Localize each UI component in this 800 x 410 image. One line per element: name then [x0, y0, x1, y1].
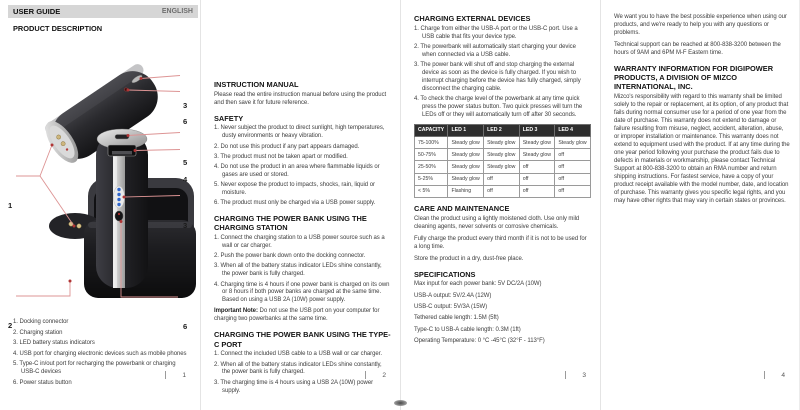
- user-guide-header-bar: [8, 5, 198, 18]
- page-2: [200, 0, 400, 410]
- cell: Steady glow: [519, 136, 555, 148]
- specifications-title: SPECIFICATIONS: [414, 269, 476, 279]
- typec-item: 1. Connect the included USB cable to a USB wall or car charger.: [214, 351, 382, 358]
- led-indicator: [117, 198, 120, 201]
- led-indicator: [117, 193, 120, 196]
- powerbank-standing: [96, 129, 148, 288]
- footer-divider: [565, 371, 566, 379]
- spec-line: Type-C to USB-A cable length: 0.3M (1ft): [414, 326, 521, 333]
- cell: Steady glow: [484, 136, 520, 148]
- charging-station-item: 2. Push the power bank down onto the docking connector.: [214, 253, 366, 260]
- table-row: [415, 161, 591, 173]
- charging-station-item: 1. Connect the charging station to a USB power source such as a wall or car charger.: [214, 235, 385, 250]
- support-contact-paragraph: Technical support can be reached at 800-838-3200 between the hours of 9AM and 6PM M-F Eastern time.: [614, 41, 781, 56]
- cell: off: [519, 161, 555, 173]
- safety-item: 1. Never subject the product to direct sunlight, high temperatures, dusty environments or heavy vibration.: [214, 125, 385, 140]
- callout-1: 1: [8, 201, 13, 210]
- spec-line: Tethered cable length: 1.5M (5ft): [414, 315, 499, 322]
- charging-external-item: 2. The powerbank will automatically start charging your device when connected via a USB cable.: [414, 43, 576, 58]
- page-number: 3: [582, 371, 586, 379]
- spec-line: Max input for each power bank: 5V DC/2A (10W): [414, 281, 542, 288]
- led-indicator: [117, 203, 120, 206]
- part-item: 6. Power status button: [13, 379, 72, 386]
- callout-3-top: 3: [183, 101, 188, 110]
- cell: off: [484, 173, 520, 185]
- callout-6-top: 6: [183, 117, 188, 126]
- safety-item: 3. The product must not be taken apart or modified.: [214, 153, 348, 160]
- col-led2: LED 2: [484, 124, 520, 136]
- cell: < 5%: [415, 185, 448, 197]
- page-1: [0, 0, 200, 410]
- cell: off: [555, 149, 591, 161]
- col-capacity: CAPACITY: [415, 124, 448, 136]
- cell: 50-75%: [415, 149, 448, 161]
- product-description-title: PRODUCT DESCRIPTION: [13, 24, 103, 33]
- part-item: 2. Charging station: [13, 329, 63, 336]
- table-row: [415, 185, 591, 197]
- safety-item: 4. Do not use the product in an area where flammable liquids or gases are used or stored.: [214, 163, 380, 178]
- page-footer: [565, 371, 586, 379]
- cell: Steady glow: [484, 161, 520, 173]
- table-row: [415, 136, 591, 148]
- power-status-button: [115, 211, 123, 221]
- col-led3: LED 3: [519, 124, 555, 136]
- support-intro-paragraph: We want you to have the best possible experience when using our products, and we're ready to help you with any questions or problems.: [614, 14, 787, 36]
- care-paragraph: Store the product in a dry, dust-free place.: [414, 255, 524, 262]
- charging-external-item: 4. To check the charge level of the powerbank at any time quick press the power status button. Two quick presses will turn the LEDs off or they will automatically turn off after 30 seconds.: [414, 96, 583, 118]
- binding-mark-icon: [394, 400, 407, 406]
- important-note-text: Do not use the USB port on your computer for charging two powerbanks at the same time.: [214, 308, 380, 323]
- language-label: ENGLISH: [161, 8, 193, 15]
- charging-station-title: CHARGING THE POWER BANK USING THE CHARGING STATION: [214, 214, 367, 233]
- cell: Steady glow: [448, 161, 484, 173]
- col-led4: LED 4: [555, 124, 591, 136]
- care-paragraph: Clean the product using a lightly moistened cloth. Use only mild cleaning agents, never solvents or corrosive chemicals.: [414, 215, 580, 230]
- cell: Steady glow: [448, 173, 484, 185]
- led-indicator: [117, 188, 120, 191]
- warranty-title: WARRANTY INFORMATION FOR DIGIPOWER PRODUCTS, A DIVISION OF MIZCO INTERNATIONAL, INC.: [614, 63, 774, 92]
- page-number: 1: [182, 371, 186, 379]
- typec-title: CHARGING THE POWER BANK USING THE TYPE-C PORT: [214, 330, 391, 349]
- callout-4: 4: [183, 175, 188, 184]
- charging-external-title: CHARGING EXTERNAL DEVICES: [414, 14, 531, 23]
- cell: 75-100%: [415, 136, 448, 148]
- led-capacity-table: [414, 124, 591, 198]
- cell: Steady glow: [448, 149, 484, 161]
- instruction-manual-title: INSTRUCTION MANUAL: [214, 80, 299, 89]
- cell: Flashing: [448, 185, 484, 197]
- footer-divider: [165, 371, 166, 379]
- footer-divider: [365, 371, 366, 379]
- callout-6-bottom: 6: [183, 322, 188, 331]
- instruction-manual-body: Please read the entire instruction manual before using the product and then save it for future reference.: [214, 91, 387, 106]
- page-footer: [764, 371, 785, 379]
- important-note-label: Important Note:: [214, 308, 258, 315]
- cell: off: [555, 173, 591, 185]
- cell: off: [555, 161, 591, 173]
- footer-divider: [764, 371, 765, 379]
- part-item: 4. USB port for charging electronic devices such as mobile phones: [13, 350, 187, 357]
- callout-3-mid: 3: [183, 221, 188, 230]
- charging-external-item: 3. The power bank will shut off and stop charging the external device as soon as the device is fully charged. If you wish to interrupt charging before the device has fully charged, simply disconnect the charging cable.: [414, 62, 581, 92]
- cell: 5-25%: [415, 173, 448, 185]
- callout-2: 2: [8, 321, 13, 330]
- care-title: CARE AND MAINTENANCE: [414, 203, 510, 213]
- col-led1: LED 1: [448, 124, 484, 136]
- charging-external-item: 1. Charge from either the USB-A port or the USB-C port. Use a USB cable that fits your device type.: [414, 25, 578, 40]
- charging-station-item: 4. Charging time is 4 hours if one power bank is charged on its own or 8 hours if both power banks are charged at the same time. Based on using a USB 2A (10W) power supply.: [214, 281, 390, 304]
- safety-title: SAFETY: [214, 113, 244, 123]
- important-note: [214, 308, 391, 324]
- user-guide-title: USER GUIDE: [13, 7, 61, 16]
- cell: off: [555, 185, 591, 197]
- product-illustration-svg: [0, 30, 200, 320]
- spec-line: Operating Temperature: 0 °C -45°C (32°F - 113°F): [414, 338, 545, 345]
- cell: Steady glow: [448, 136, 484, 148]
- cell: Steady glow: [484, 149, 520, 161]
- table-row: [415, 173, 591, 185]
- typec-item: 2. When all of the battery status indicator LEDs shine constantly, the power bank is fully charged.: [214, 361, 382, 376]
- spec-line: USB-C output: 5V/3A (15W): [414, 304, 488, 311]
- table-row: [415, 149, 591, 161]
- cell: Steady glow: [519, 149, 555, 161]
- safety-item: 2. Do not use this product if any part appears damaged.: [214, 143, 360, 150]
- charging-station-item: 3. When all of the battery status indicator LEDs shine constantly, the power bank is fully charged.: [214, 263, 382, 278]
- safety-item: 6. The product must only be charged via a USB power supply.: [214, 200, 376, 207]
- cell: Steady glow: [555, 136, 591, 148]
- dock-pin: [77, 224, 81, 228]
- part-item: 1. Docking connector: [13, 319, 69, 325]
- page-footer: [165, 371, 186, 379]
- page-footer: [365, 371, 386, 379]
- page-number: 4: [781, 371, 785, 379]
- spec-line: USB-A output: 5V/2.4A (12W): [414, 292, 492, 299]
- parts-list: [13, 319, 190, 390]
- cell: off: [519, 173, 555, 185]
- table-header-row: [415, 124, 591, 136]
- care-paragraph: Fully charge the product every third month if it is not to be used for a long time.: [414, 235, 587, 250]
- cell: off: [519, 185, 555, 197]
- part-item: 3. LED battery status indicators: [13, 340, 95, 347]
- callout-5: 5: [183, 158, 188, 167]
- cell: off: [484, 185, 520, 197]
- warranty-body: Mizco's responsibility with regard to this warranty shall be limited solely to the repair or replacement, at its option, of any product that fails during normal consumer use for a period of one year from the date of purchase. This warranty does not extend to damage or failure resulting from misuse, neglect, accident, alteration, abuse, or improper installation or maintenance. This warranty does not extend to equipment used with the product. If at any time during the one year period following your purchase the product fails due to defects in materials or workmanship, please contact Technical Support at 800-838-3200 to obtain an RMA number and return shipping instructions. For fastest service, have a copy of your product receipt available with the model number, date, and location of purchase. This warranty gives you specific legal rights, and you may have other rights that may vary in certain states or provinces.: [614, 94, 790, 204]
- page-number: 2: [382, 371, 386, 379]
- page-3: [400, 0, 600, 410]
- page-4: [600, 0, 800, 410]
- part-item: 5. Type-C in/out port for recharging the powerbank or charging USB-C devices: [13, 361, 176, 376]
- cell: 25-50%: [415, 161, 448, 173]
- safety-item: 5. Never expose the product to impacts, shocks, rain, liquid or moisture.: [214, 182, 375, 196]
- typec-item: 3. The charging time is 4 hours using a USB 2A (10W) power supply.: [214, 379, 374, 394]
